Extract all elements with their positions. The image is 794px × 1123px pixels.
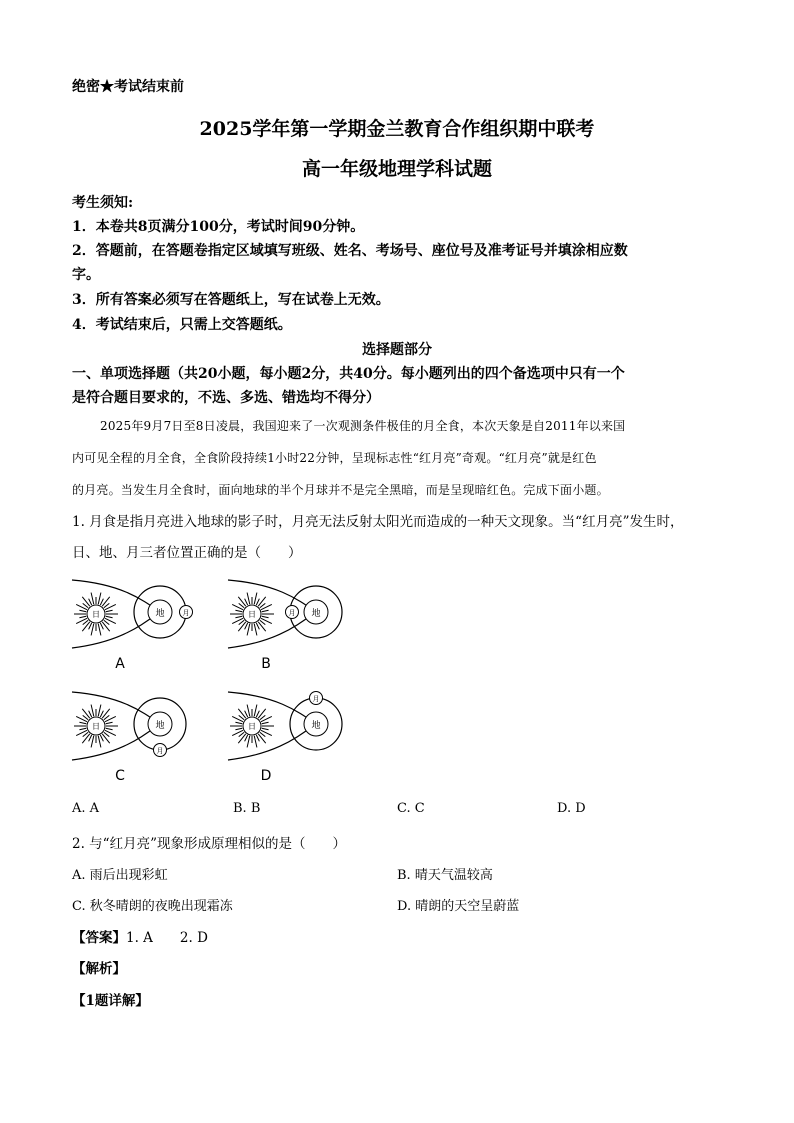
sun-ray bbox=[235, 616, 242, 618]
sun-label: 日 bbox=[92, 722, 100, 731]
sun-ray bbox=[79, 722, 86, 724]
sun-ray bbox=[104, 732, 109, 736]
sun-ray bbox=[254, 593, 257, 605]
sun-ray bbox=[256, 623, 259, 629]
panel-label: A bbox=[115, 656, 125, 672]
sun-ray bbox=[91, 736, 94, 748]
passage-line: 内可见全程的月全食，全食阶段持续1小时22分钟，呈现标志性“红月亮”奇观。“红月亮”就是红色 bbox=[72, 451, 597, 465]
panel-d bbox=[228, 692, 342, 785]
detail-label: 【1题详解】 bbox=[72, 993, 149, 1009]
sun-ray bbox=[245, 711, 248, 717]
q2-option-d: D. 晴朗的天空呈蔚蓝 bbox=[397, 899, 520, 914]
earth-label: 地 bbox=[311, 721, 321, 731]
sun-icon bbox=[230, 593, 274, 636]
sun-ray bbox=[247, 593, 250, 605]
moon-label: 月 bbox=[288, 609, 296, 617]
panel-a bbox=[72, 580, 193, 672]
sun-ray bbox=[239, 603, 244, 607]
sun-ray bbox=[235, 610, 242, 612]
sun-ray bbox=[104, 715, 109, 719]
panel-label: B bbox=[261, 656, 271, 672]
passage-line: 2025年9月7日至8日凌晨，我国迎来了一次观测条件极佳的月全食，本次天象是自2011年以来国 bbox=[100, 419, 626, 433]
panel-label: C bbox=[115, 768, 125, 784]
passage-line: 的月亮。当发生月全食时，面向地球的半个月球并不是完全黑暗，而是呈现暗红色。完成下面小题。 bbox=[72, 483, 609, 497]
sun-ray bbox=[106, 722, 113, 724]
moon-label: 月 bbox=[312, 695, 320, 703]
notice-heading: 考生须知: bbox=[72, 195, 134, 211]
sun-ray bbox=[238, 734, 245, 743]
earth-label: 地 bbox=[155, 721, 165, 731]
sun-ray bbox=[258, 597, 265, 606]
q1-option-c: C. C bbox=[397, 801, 425, 816]
sun-ray bbox=[82, 622, 89, 631]
answer-label: 【答案】 bbox=[72, 930, 126, 946]
sun-ray bbox=[262, 610, 269, 612]
sun-ray bbox=[98, 736, 101, 748]
sun-ray bbox=[89, 711, 92, 717]
sun-ray bbox=[102, 709, 109, 718]
sun-ray bbox=[260, 715, 265, 719]
sun-label: 日 bbox=[92, 610, 100, 619]
sun-ray bbox=[102, 734, 109, 743]
sun-ray bbox=[83, 732, 88, 736]
sun-ray bbox=[91, 705, 94, 717]
sun-ray bbox=[106, 616, 113, 618]
sun-ray bbox=[256, 711, 259, 717]
sun-ray bbox=[262, 722, 269, 724]
sun-ray bbox=[258, 622, 265, 631]
sun-ray bbox=[254, 705, 257, 717]
sun-ray bbox=[258, 709, 265, 718]
q2-option-b: B. 晴天气温较高 bbox=[397, 868, 493, 883]
sun-ray bbox=[98, 705, 101, 717]
q2-option-a: A. 雨后出现彩虹 bbox=[72, 868, 168, 883]
sun-ray bbox=[239, 715, 244, 719]
sun-ray bbox=[239, 732, 244, 736]
answer-text: 1. A 2. D bbox=[126, 930, 208, 946]
panel-label: D bbox=[260, 768, 272, 784]
sun-ray bbox=[239, 620, 244, 624]
answer-line bbox=[72, 926, 208, 946]
sun-ray bbox=[79, 610, 86, 612]
q1-option-d: D. D bbox=[557, 801, 586, 816]
sun-label: 日 bbox=[248, 722, 256, 731]
q1-option-a: A. A bbox=[72, 801, 100, 816]
question-2-stem: 2. 与“红月亮”现象形成原理相似的是（ ） bbox=[72, 836, 346, 852]
part-instructions-cont: 是符合题目要求的，不选、多选、错选均不得分） bbox=[72, 390, 380, 406]
sun-ray bbox=[260, 603, 265, 607]
sun-ray bbox=[260, 620, 265, 624]
sun-ray bbox=[102, 622, 109, 631]
question-1-stem-cont: 日、地、月三者位置正确的是（ ） bbox=[72, 545, 302, 561]
confidential-header: 绝密★考试结束前 bbox=[72, 79, 184, 95]
sun-icon bbox=[74, 705, 118, 748]
q2-option-c: C. 秋冬晴朗的夜晚出现霜冻 bbox=[72, 899, 233, 914]
part-instructions: 一、单项选择题（共20小题，每小题2分，共40分。每小题列出的四个备选项中只有一个 bbox=[72, 366, 625, 382]
panel-c bbox=[72, 692, 186, 784]
sun-ray bbox=[238, 597, 245, 606]
sun-ray bbox=[254, 624, 257, 636]
sun-icon bbox=[74, 593, 118, 636]
sun-ray bbox=[89, 735, 92, 741]
sun-label: 日 bbox=[248, 610, 256, 619]
notice-item: 3．所有答案必须写在答题纸上，写在试卷上无效。 bbox=[72, 292, 390, 308]
moon-label: 月 bbox=[182, 609, 190, 617]
sun-ray bbox=[247, 624, 250, 636]
sun-ray bbox=[238, 622, 245, 631]
sun-ray bbox=[245, 623, 248, 629]
sun-ray bbox=[254, 736, 257, 748]
sun-ray bbox=[79, 616, 86, 618]
sun-ray bbox=[82, 709, 89, 718]
sun-ray bbox=[91, 593, 94, 605]
sun-ray bbox=[256, 599, 259, 605]
sun-ray bbox=[102, 597, 109, 606]
sun-ray bbox=[258, 734, 265, 743]
sun-ray bbox=[83, 620, 88, 624]
sun-ray bbox=[247, 705, 250, 717]
exam-subtitle: 高一年级地理学科试题 bbox=[301, 158, 492, 180]
sun-ray bbox=[262, 728, 269, 730]
sun-ray bbox=[82, 597, 89, 606]
notice-item: 1．本卷共8页满分100分，考试时间90分钟。 bbox=[72, 219, 365, 235]
sun-ray bbox=[91, 624, 94, 636]
q1-option-b: B. B bbox=[233, 801, 261, 816]
sun-ray bbox=[100, 599, 103, 605]
sun-ray bbox=[260, 732, 265, 736]
sun-ray bbox=[262, 616, 269, 618]
sun-ray bbox=[98, 593, 101, 605]
sun-ray bbox=[83, 603, 88, 607]
sun-ray bbox=[106, 728, 113, 730]
panel-b bbox=[228, 580, 342, 672]
question-1-stem: 1. 月食是指月亮进入地球的影子时，月亮无法反射太阳光而造成的一种天文现象。当“红月亮”发生时， bbox=[72, 514, 684, 530]
sun-ray bbox=[235, 728, 242, 730]
sun-ray bbox=[238, 709, 245, 718]
notice-item: 字。 bbox=[72, 267, 100, 283]
sun-ray bbox=[106, 610, 113, 612]
earth-label: 地 bbox=[311, 609, 321, 619]
sun-ray bbox=[104, 620, 109, 624]
sun-ray bbox=[98, 624, 101, 636]
exam-title: 2025学年第一学期金兰教育合作组织期中联考 bbox=[199, 118, 595, 140]
sun-ray bbox=[100, 735, 103, 741]
sun-icon bbox=[230, 705, 274, 748]
sun-ray bbox=[100, 623, 103, 629]
sun-ray bbox=[256, 735, 259, 741]
notice-item: 4．考试结束后，只需上交答题纸。 bbox=[72, 317, 292, 333]
earth-label: 地 bbox=[155, 609, 165, 619]
sun-earth-moon-diagram bbox=[0, 570, 794, 800]
sun-ray bbox=[82, 734, 89, 743]
sun-ray bbox=[247, 736, 250, 748]
sun-ray bbox=[245, 599, 248, 605]
moon-label: 月 bbox=[156, 747, 164, 755]
sun-ray bbox=[100, 711, 103, 717]
section-title: 选择题部分 bbox=[362, 342, 432, 358]
sun-ray bbox=[83, 715, 88, 719]
notice-item: 2．答题前，在答题卷指定区域填写班级、姓名、考场号、座位号及准考证号并填涂相应数 bbox=[72, 243, 628, 259]
sun-ray bbox=[245, 735, 248, 741]
sun-ray bbox=[89, 599, 92, 605]
sun-ray bbox=[79, 728, 86, 730]
analysis-label: 【解析】 bbox=[72, 961, 126, 977]
sun-ray bbox=[104, 603, 109, 607]
sun-ray bbox=[235, 722, 242, 724]
sun-ray bbox=[89, 623, 92, 629]
